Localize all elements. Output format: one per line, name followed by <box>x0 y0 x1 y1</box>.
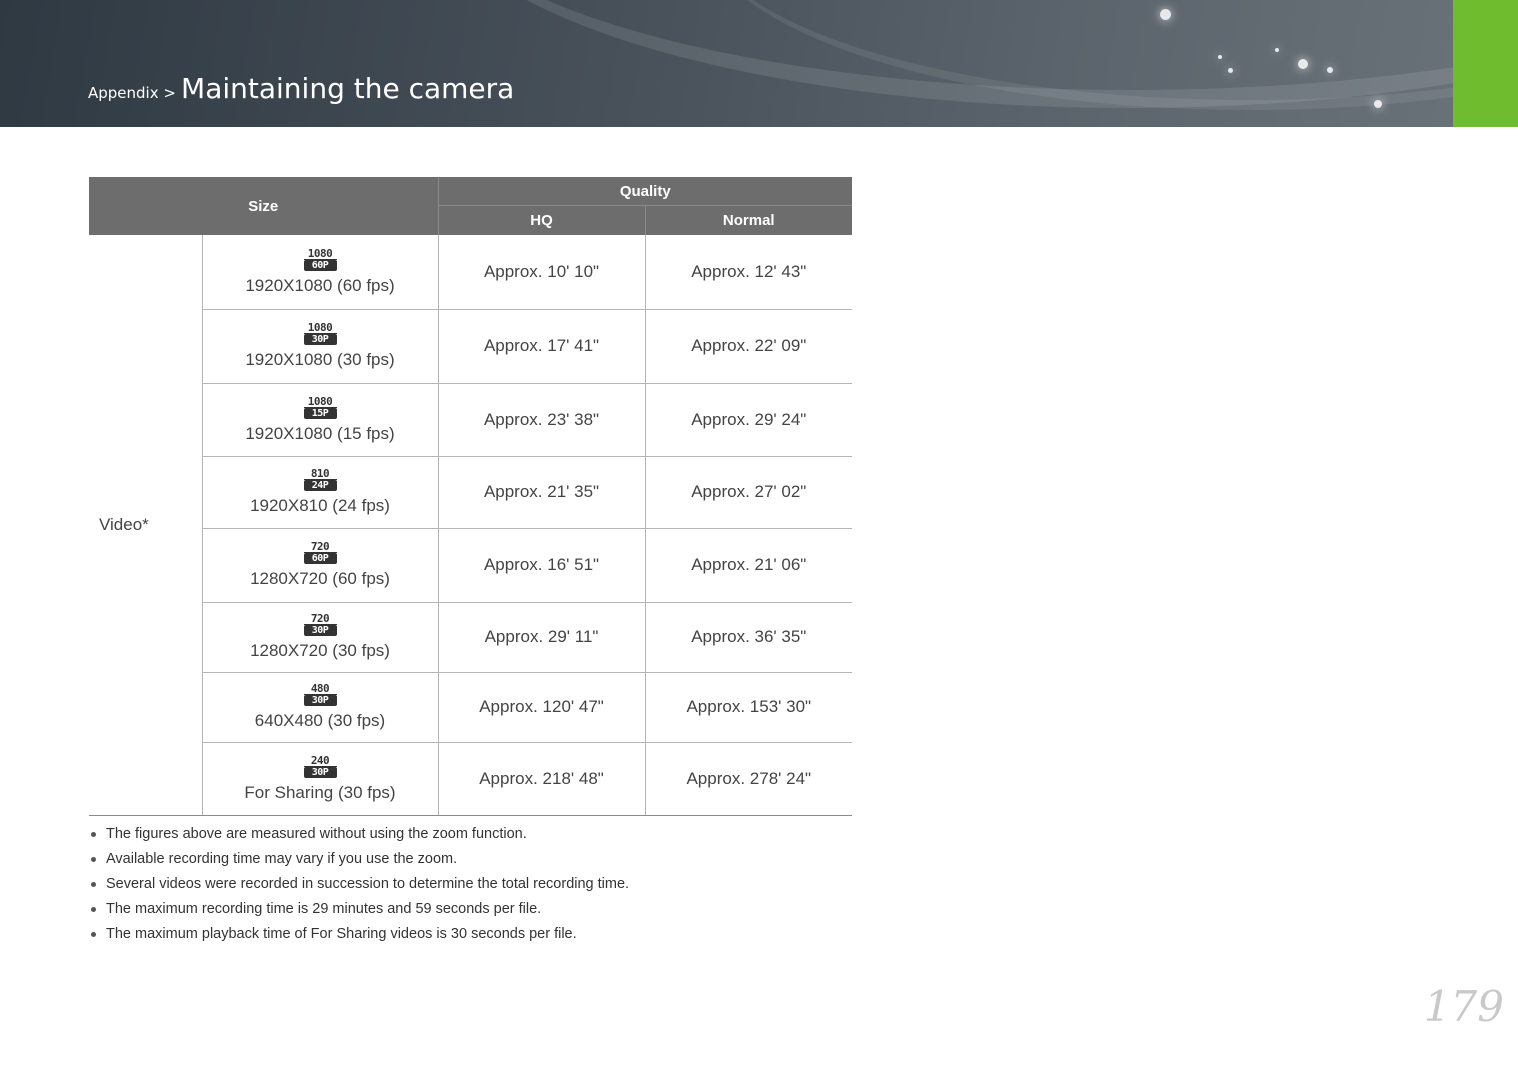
note-item: The maximum recording time is 29 minutes and 59 seconds per file. <box>89 897 629 922</box>
normal-time-cell: Approx. 12' 43" <box>645 235 852 309</box>
table-row <box>89 742 852 815</box>
resolution-icon <box>304 322 337 346</box>
size-label: For Sharing (30 fps) <box>244 782 396 802</box>
normal-time-cell: Approx. 29' 24" <box>645 383 852 456</box>
resolution-icon-bottom: 30P <box>304 334 337 345</box>
header-decoration-dot <box>1275 48 1279 52</box>
header-decoration-dot <box>1160 9 1171 20</box>
table-row <box>89 602 852 672</box>
size-cell <box>202 672 438 742</box>
table-row <box>89 309 852 383</box>
resolution-icon-bottom: 30P <box>304 625 337 636</box>
hq-time-cell: Approx. 16' 51" <box>438 528 645 602</box>
size-cell <box>202 602 438 672</box>
video-group-label: Video* <box>89 235 202 815</box>
normal-time-cell: Approx. 27' 02" <box>645 456 852 528</box>
size-label: 1280X720 (30 fps) <box>250 641 390 660</box>
header-decoration-dot <box>1218 55 1222 59</box>
recording-time-table <box>89 177 852 816</box>
resolution-icon <box>304 755 337 779</box>
note-item: The maximum playback time of For Sharing videos is 30 seconds per file. <box>89 922 629 947</box>
size-label: 1920X1080 (15 fps) <box>245 423 395 443</box>
resolution-icon <box>304 613 337 637</box>
page-title: Maintaining the camera <box>181 72 515 105</box>
note-item: Available recording time may vary if you use the zoom. <box>89 847 629 872</box>
note-item: Several videos were recorded in succession to determine the total recording time. <box>89 872 629 897</box>
resolution-icon <box>304 248 337 272</box>
breadcrumb <box>88 72 514 105</box>
resolution-icon <box>304 468 337 492</box>
table-row <box>89 235 852 309</box>
table-row <box>89 456 852 528</box>
normal-time-cell: Approx. 22' 09" <box>645 309 852 383</box>
quality-column-header: Quality <box>438 177 852 206</box>
size-cell <box>202 383 438 456</box>
size-cell <box>202 309 438 383</box>
resolution-icon <box>304 396 337 420</box>
header-decoration-dot <box>1327 67 1333 73</box>
resolution-icon-bottom: 60P <box>304 553 337 564</box>
table-row <box>89 672 852 742</box>
size-cell <box>202 456 438 528</box>
resolution-icon-top: 810 <box>304 468 337 480</box>
resolution-icon-bottom: 60P <box>304 260 337 271</box>
header-decoration-dot <box>1374 100 1382 108</box>
notes-list <box>89 822 629 947</box>
resolution-icon-bottom: 15P <box>304 408 337 419</box>
page-header <box>0 0 1518 127</box>
resolution-icon-bottom: 30P <box>304 767 337 778</box>
resolution-icon <box>304 541 337 565</box>
hq-time-cell: Approx. 21' 35" <box>438 456 645 528</box>
header-decoration-dot <box>1298 59 1308 69</box>
normal-column-header: Normal <box>645 206 852 236</box>
size-label: 1920X1080 (60 fps) <box>245 275 395 295</box>
size-cell <box>202 235 438 309</box>
resolution-icon-top: 1080 <box>304 322 337 334</box>
normal-time-cell: Approx. 21' 06" <box>645 528 852 602</box>
hq-time-cell: Approx. 17' 41" <box>438 309 645 383</box>
resolution-icon-top: 240 <box>304 755 337 767</box>
breadcrumb-section: Appendix > <box>88 84 176 102</box>
resolution-icon-bottom: 24P <box>304 480 337 491</box>
hq-column-header: HQ <box>438 206 645 236</box>
size-cell <box>202 742 438 815</box>
resolution-icon-top: 720 <box>304 541 337 553</box>
resolution-icon-top: 1080 <box>304 396 337 408</box>
size-cell <box>202 528 438 602</box>
table-row <box>89 528 852 602</box>
page-number: 179 <box>1423 982 1504 1031</box>
hq-time-cell: Approx. 23' 38" <box>438 383 645 456</box>
size-label: 640X480 (30 fps) <box>254 711 386 730</box>
normal-time-cell: Approx. 278' 24" <box>645 742 852 815</box>
resolution-icon-top: 720 <box>304 613 337 625</box>
hq-time-cell: Approx. 120' 47" <box>438 672 645 742</box>
size-column-header: Size <box>89 177 438 235</box>
size-label: 1920X1080 (30 fps) <box>245 350 395 369</box>
header-decoration-dot <box>1228 68 1233 73</box>
hq-time-cell: Approx. 29' 11" <box>438 602 645 672</box>
size-label: 1280X720 (60 fps) <box>250 569 390 588</box>
resolution-icon-bottom: 30P <box>304 695 337 706</box>
normal-time-cell: Approx. 153' 30" <box>645 672 852 742</box>
resolution-icon <box>304 683 337 707</box>
normal-time-cell: Approx. 36' 35" <box>645 602 852 672</box>
hq-time-cell: Approx. 10' 10" <box>438 235 645 309</box>
chapter-tab <box>1453 0 1518 127</box>
note-item: The figures above are measured without using the zoom function. <box>89 822 629 847</box>
hq-time-cell: Approx. 218' 48" <box>438 742 645 815</box>
resolution-icon-top: 1080 <box>304 248 337 260</box>
table-row <box>89 383 852 456</box>
size-label: 1920X810 (24 fps) <box>250 496 390 515</box>
resolution-icon-top: 480 <box>304 683 337 695</box>
